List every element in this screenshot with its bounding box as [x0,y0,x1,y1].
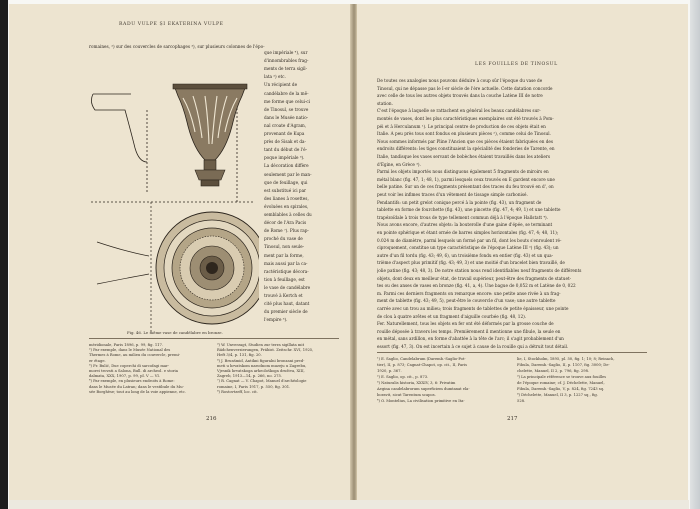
footnote-line: ⁶) J. Brunšmid, Antikni figuralni bronzani pred- [217,358,305,363]
footnote-line: tier), II, p. 873; Cagnat-Chapot, op. cit., II, Paris [377,363,468,367]
footnote-line: ⁵) W. Unverzagt, Studien zur terra sigillata mit [217,343,305,347]
footnote-line: lie, I, Stockholm, 1895, pl. 50, fig. 1; 10; 8; Reinach, [517,357,615,361]
page-number-left: 216 [206,416,217,422]
text-line: d'Égine, en Grèce ³). [377,161,421,167]
text-line: autre d'un fil tordu (fig. 43; 49, 6), un troisième fondu en entier (fig. 43) et un qua- [377,252,553,258]
text-line: Tinosul, non seule- [264,244,305,250]
text-line: que impériale ⁴), sur [264,50,308,55]
scan-edge-right [690,0,700,509]
text-line: ractéristique décora- [264,268,309,274]
footnote-line: ³) Fr. Bulić, Due coperchi di sarcofagi mar- [89,363,170,368]
text-line: nal croate d'Agram, [264,122,307,128]
footnote-line: 1920, p. 367. [377,369,402,373]
vase-figure [87,52,259,342]
text-line: endroits différents: les tiges constituaient la spécialité des fonderies de Tarente, en [377,146,555,152]
vase-top-view [156,212,259,324]
footnote-line: boravit, sicut Tarentum scapos. [377,393,436,397]
text-line: carrée avec un trou au milieu; trois fragments de tablettes de petite épaisseur, une pointe [377,306,569,311]
footnote-line: méridionale, Paris 1896, p. 99, fig. 117. [89,343,164,347]
footnote-line: dans le Musée du Latran; dans le vestibule du Mu- [89,384,184,389]
text-line: C'est l'époque à laquelle se rattachent en général les beaux candélabres sur- [377,108,541,114]
footnote-line: Vjesnik hrvatskoga arheološkoga društva, XIII, [217,369,305,373]
text-line: décor de l'Ara Pacis [264,220,307,226]
text-line: peut voir les infimes traces d'un vêtement de tissage simple carbonisé. [377,192,528,197]
text-line: mais aussi par la ca- [264,260,308,266]
text-line: me forme que celui-ci [264,98,311,104]
footnote-line: chelette, Manuel, II 2, p. 796, fig. 298. [517,369,590,373]
text-line: Parmi les objets importés nous distinguons également 5 fragments de miroirs en [377,169,549,175]
footnote-line: dalmata, XXX, 1907, p. 99, pl. V — VI. [89,374,161,379]
footnote-rule-right [377,352,647,353]
text-line: tablette en forme de fourchette (fig. 43), une pincette (fig. 47, 4; 49, 1) et une tablette [377,207,561,213]
scan-edge-left [0,0,8,509]
left-running-head: RADU VULPE ȘI EKATERINA VULPE [119,22,224,27]
scan-bottom-strip [9,500,689,509]
footnote-line: Heft 3/4, p. 131, fig. 20. [217,353,262,358]
text-line: proché du vase de [264,236,303,242]
vase-elevation [173,84,247,186]
footnote-line: ³) Naturalis historia, XXXIV, 3, 6: Privatim [377,381,456,385]
text-line: tes ou des anses de vases en bronze (fig. 41, a, 4). Une bague de 0,052 m et Latène de 0, 022 [377,283,576,289]
text-line: essort (fig. 47, 3). On est incertain à ce sujet à cause de la rouille qui a détruit tout détail. [377,344,569,349]
text-line: des lianes à rosettes, [264,195,309,201]
text-line: avec celle de tous les autres objets trouvés dans la couche Latène III de notre [377,93,543,99]
text-line: lata ⁵) etc. [264,74,286,80]
text-line: Italie, tandisque les vases servant de bobèches étaient travaillés dans les ateliers [377,154,551,159]
footnote-line: ⁷) R. Cagnat — V. Chapot, Manuel d'archéologie [217,379,307,384]
right-page [356,4,688,502]
text-line: de Tinosul, se trouve [264,106,309,112]
text-line: ment par la forme, [264,252,304,258]
footnote-line: ⁴) O. Montelius, La civilisation primitive en Ita- [377,399,465,403]
figure-caption: Fig. 46. Le même vase de candélabre en bronze. [127,330,223,335]
text-line: évoluées en spirales, [264,203,309,209]
text-line: rouille déposée à travers les temps. Premièrement il mentionne une fibule, la seule en [377,328,561,334]
text-line: Tinosul, qui ne dépasse pas le I-er siècle de l'ère actuelle. Cette datation concorde [377,85,553,91]
text-line: seulement par le man- [264,171,312,177]
text-line: que de feuillage, qui [264,179,308,185]
text-line: l'empire ⁸). [264,317,288,323]
footnote-line: ²) Par exemple, dans le Musée National des [89,348,171,353]
text-line: candélabre de la mê- [264,90,309,96]
page-number-right: 217 [507,416,518,422]
text-line: ciproquement, constitue un type caractéristique de l'époque Latène III ⁵) (fig. 43); un [377,245,559,251]
text-line: jolie patine (fig. 43; 48, 3). De notre station nous rend identifiables neuf fragments de différents [377,268,582,273]
text-line: La décoration diffère [264,163,309,169]
footnote-line: ⁵) La principale référence se trouve aux fouilles [517,375,607,379]
footnote-line: de l'époque romaine; cf. J. Déchelette, Manuel, [517,381,605,385]
footnote-line: Rädchenverzierungen, Prähist. Zeitschr. XVI, 1925, [217,348,314,353]
footnote-line: ⁴) Par exemple, en plusieurs endroits à Rome: [89,379,175,384]
footnote-line: Fibula, Daremb.-Saglio, V, p. 824, fig. 7243 sq. [517,387,605,391]
text-line: Nous avons encore, d'autres objets: la bouterolle d'une gaine d'épée, se terminant [377,222,553,228]
text-line: provenant de Kupa [264,131,305,136]
text-line: Un récipient de [264,82,298,88]
text-line: trième d'aspect plus primitif (fig. 43; 49, 3) et une moitié d'un bracelet bien travaillé, de [377,260,565,266]
text-line: cité plus haut, datant [264,301,310,307]
text-line: métal blanc (fig. 47, 1; 48, 1), parmi lesquels ceux trouvés en E gardent encore une [377,176,555,182]
text-line: objets, dont deux en meilleur état, de travail supérieur, peut-être des fragments de statuet- [377,275,572,281]
text-line: 0.024 m de diamètre, parmi lesquels un formé par un fil, dont les bouts s'enroulent ré- [377,237,562,243]
footnote-line: meti u hrvatskom narodnom muzeju u Zagrebu, [217,363,307,368]
text-line: station. [377,100,393,106]
text-line: belle patine. Sur un de ces fragments présentant des traces du feu trouvé en d', on [377,184,554,190]
text-line: ment de tablette (fig. 43; 49, 5), peut-être le couvercle d'un vase; une autre tablette [377,298,556,304]
footnote-line: morei trovati a Salona, Bull. di archeol. e storia [89,369,178,373]
text-line: le vase de candélabre [264,284,311,290]
left-page [9,4,354,502]
footnote-line: Zagreb, 1913—14, p. 266, no. 275. [217,374,283,379]
footnote-line: sée Borghèse; tout au long de la voie appienne, etc. [89,389,186,394]
text-line: Fer. Naturellement, tous les objets en fer ont été déformés par la grosse couche de [377,321,554,327]
footnote-line: er étage. [89,358,106,363]
text-line: de clou à quatre arêtes et un fragment d'aiguille courbée (fig. 48, 12). [377,313,527,319]
text-line: Nous sommes informés par Pline l'Ancien que ces pièces étaient fabriquées en des [377,138,554,144]
text-line: en pointe sphérique et étant ornée de barres simples horizontales (fig. 47, 4; 48, 11); [377,230,559,235]
text-line: dans le Musée natio- [264,114,309,120]
text-line: Pendantifs: un petit grelot conique percé à la pointe (fig. 43), un fragment de [377,199,542,205]
footnote-line: ⁸) Rostovtzeff, loc. cit. [217,389,258,394]
text-line: péi et à Herculanum ¹). Le principal centre de production de ces objets était en [377,123,546,129]
footnote-line: 528. [517,399,526,403]
right-running-head: LES FOUILLES DE TINOSUL [475,62,558,67]
text-line: d'innombrables frag- [264,58,309,64]
text-line: m. Parmi ces derniers fragments on remarque encore: une petite anse rivée à un frag- [377,290,561,296]
text-line: semblables à celles du [264,212,312,217]
text-line: près de Sisak et da- [264,139,306,145]
text-line: est substitué ici par [264,187,307,193]
text-line: de Rome ⁷). Plus rap- [264,228,309,234]
text-line: en métal, sans ardillon, en forme d'abattée à la tête de l'arc; il s'agit probablement d'un [377,336,564,342]
text-line: Italie. A peu près tous sont fondus en plusieurs pièces ²), comme celui de Tinosul. [377,131,551,137]
footnote-rule-left [89,338,339,339]
footnote-line: ⁶) Déchelette, Manuel, II 3, p. 1227 sq., fig. [517,393,598,397]
left-text-top: romaines, ²) sur des couvercles de sarcophages ³), sur plusieurs colonnes de l'épo- [89,44,265,49]
text-line: du premier siècle de [264,309,308,315]
footnote-line: ¹) E. Saglio, Candelabrum (Daremb.-Saglio-Pot- [377,357,466,361]
footnote-line: Aegina candelabrorum superficiem dumtaxat ela- [377,387,470,391]
text-line: poque impériale ⁶). [264,155,305,161]
footnote-line: romaine, I, Paris 1917, p. 550, fig. 301. [217,384,291,389]
footnote-line: Fibula, Daremb.-Saglio, II, p. 1107, fig. 3000; De- [517,363,610,367]
text-line: trapézoïdale à trois trous de type tellement commun déjà à l'époque Hallstatt ⁴). [377,214,548,220]
text-line: ments de terra sigil- [264,66,308,72]
text-line: tion à feuillage, est [264,276,305,282]
text-line: tant du début de l'é- [264,147,308,153]
footnote-line: ²) E. Saglio, op. cit., p. 873. [377,375,429,379]
footnote-line: Thermes à Rome, au milieu du couvercle, premi- [89,353,181,358]
text-line: montés de vases, dont les plus caractéristiques exemplaires ont été trouvés à Pom- [377,116,554,121]
text-line: trouvé à Kertch et [264,293,303,298]
text-line: De toutes ces analogies nous pouvons déduire à coup sûr l'époque du vase de [377,78,543,83]
